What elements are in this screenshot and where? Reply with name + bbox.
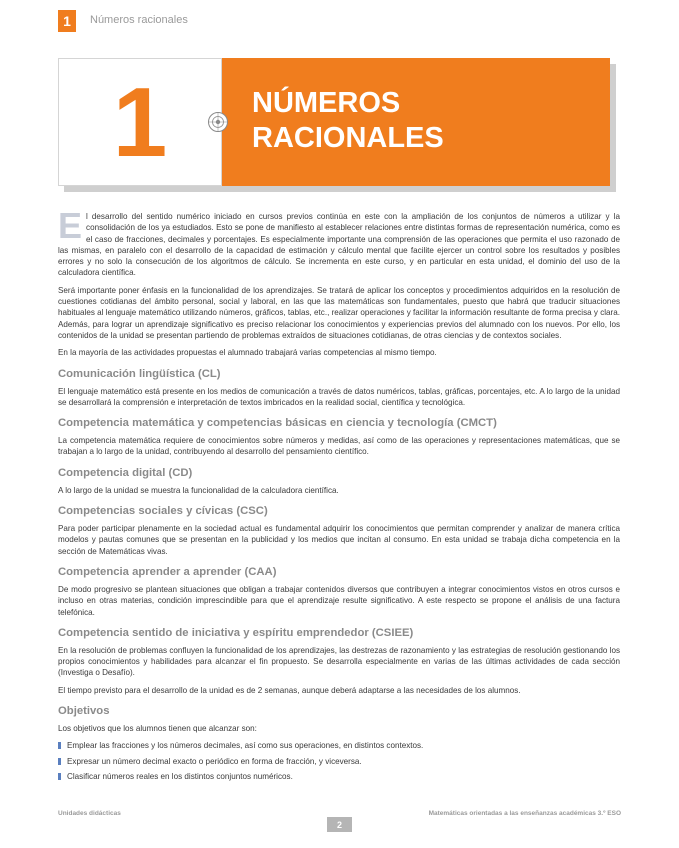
section-text-cd: A lo largo de la unidad se muestra la funcionalidad de la calculadora científica. (58, 485, 339, 495)
drop-cap: E (58, 205, 83, 246)
section-text-cl: El lenguaje matemático está presente en los medios de comunicación a través de datos numéricos, tablas, gráficas, porcentajes, etc. A lo largo de la unidad se desarrollará la comprensión e interpretación de textos imbricados en la realidad social, científica y tecnológica. (58, 386, 620, 407)
objective-item: Emplear las fracciones y los números decimales, así como sus operaciones, en distintos contextos. (58, 740, 620, 751)
objectives-intro: Los objetivos que los alumnos tienen que alcanzar son: (58, 724, 257, 734)
hero-title (252, 86, 582, 156)
objectives-list (58, 740, 620, 782)
section-heading-csc: Competencias sociales y cívicas (CSC) (58, 505, 268, 518)
intro-paragraph-3: En la mayoría de las actividades propuestas el alumnado trabajará varias competencias al mismo tiempo. (58, 348, 437, 358)
section-heading-csiee: Competencia sentido de iniciativa y espíritu emprendedor (CSIEE) (58, 626, 414, 639)
registration-mark-icon (207, 111, 229, 133)
section-heading-caa: Competencia aprender a aprender (CAA) (58, 565, 277, 578)
unit-number-tab: 1 (58, 10, 76, 32)
hero-title-line2: RACIONALES (252, 122, 444, 154)
main-content (58, 205, 620, 786)
intro-paragraph-1-text: l desarrollo del sentido numérico iniciado en cursos previos continúa en este con la ampliación de los conjuntos de números a utilizar y la consolidación de los ya estudiados. Esto se pone de manifiesto al establecer relaciones entre distintas formas de representación numérica, como es el caso de fracciones, decimales y porcentajes. Es especialmente importante una comprensión de las operaciones que permita el uso razonado de las mismas, en paralelo con el desarrollo de la capacidad de estimación y cálculo mental que facilite ejercer un control sobre los resultados y posibles errores y no solo la consecución de los algoritmos de cálculo. Se incrementa en este curso, y en particular en esta unidad, el dominio del uso de la calculadora científica. (58, 212, 620, 278)
objective-item: Clasificar números reales en los distintos conjuntos numéricos. (58, 771, 620, 782)
section-text-csiee: En la resolución de problemas confluyen la funcionalidad de los aprendizajes, las destrezas de razonamiento y las estrategias de resolución gestionando los propios conocimientos y habilidades para alcanzar el fin propuesto. Se desarrolla especialmente en varias de las últimas actividades de cada sección (Investiga o Desafío). (58, 645, 620, 678)
section-text-cmct: La competencia matemática requiere de conocimientos sobre números y medidas, así como de las operaciones y representaciones matemáticas, que se trabajan a lo largo de la unidad, contribuyendo al desarrollo del pensamiento científico. (58, 436, 620, 457)
section-text-csc: Para poder participar plenamente en la sociedad actual es fundamental adquirir los conocimientos que permitan comprender y analizar de manera crítica modelos y pautas comunes que se presentan en la publicidad y los medios que incitan al consumo. En esta unidad se trabaja dicha competencia en la sección de Matemáticas vivas. (58, 524, 620, 556)
section-heading-cd: Competencia digital (CD) (58, 466, 193, 479)
hero-title-line1: NÚMEROS (252, 87, 401, 119)
hero-number: 1 (112, 67, 168, 177)
page-number: 2 (327, 817, 352, 832)
intro-paragraph-1 (58, 205, 620, 279)
running-header-title: Números racionales (90, 14, 188, 26)
section-heading-cl: Comunicación lingüística (CL) (58, 367, 221, 380)
intro-paragraph-2: Será importante poner énfasis en la funcionalidad de los aprendizajes. Se tratará de aplicar los conceptos y procedimientos adquiridos en la resolución de cuestiones cotidianas del ámbito personal, social y laboral, en las que las matemáticas son fundamentales, puesto que habrá que traducir situaciones habituales al lenguaje matemático utilizando números, gráficos, tablas, etc., realizar operaciones y facilitar la información resultante de forma precisa y clara. Además, para lograr un aprendizaje significativo es preciso relacionar los conocimientos y experiencias previos del alumnado con los nuevos. Por ello, los contenidos de la unidad se presentan partiendo de problemas extraídos de situaciones cotidianas, de otras ciencias y de contextos sociales. (58, 285, 620, 340)
objectives-heading: Objetivos (58, 705, 110, 718)
time-note: El tiempo previsto para el desarrollo de la unidad es de 2 semanas, aunque deberá adaptarse a las necesidades de los alumnos. (58, 685, 521, 695)
section-heading-cmct: Competencia matemática y competencias básicas en ciencia y tecnología (CMCT) (58, 417, 497, 430)
footer-right-text: Matemáticas orientadas a las enseñanzas académicas 3.º ESO (428, 810, 621, 817)
section-text-caa: De modo progresivo se plantean situaciones que obligan a trabajar contenidos diversos que contribuyen a integrar conocimientos vistos en otros cursos e incluso en otras materias, condición imprescindible para que el aprendizaje resulte significativo. A este respecto se propone el análisis de una factura telefónica. (58, 584, 620, 617)
footer-left-text: Unidades didácticas (58, 810, 121, 817)
objective-item: Expresar un número decimal exacto o periódico en forma de fracción, y viceversa. (58, 756, 620, 767)
